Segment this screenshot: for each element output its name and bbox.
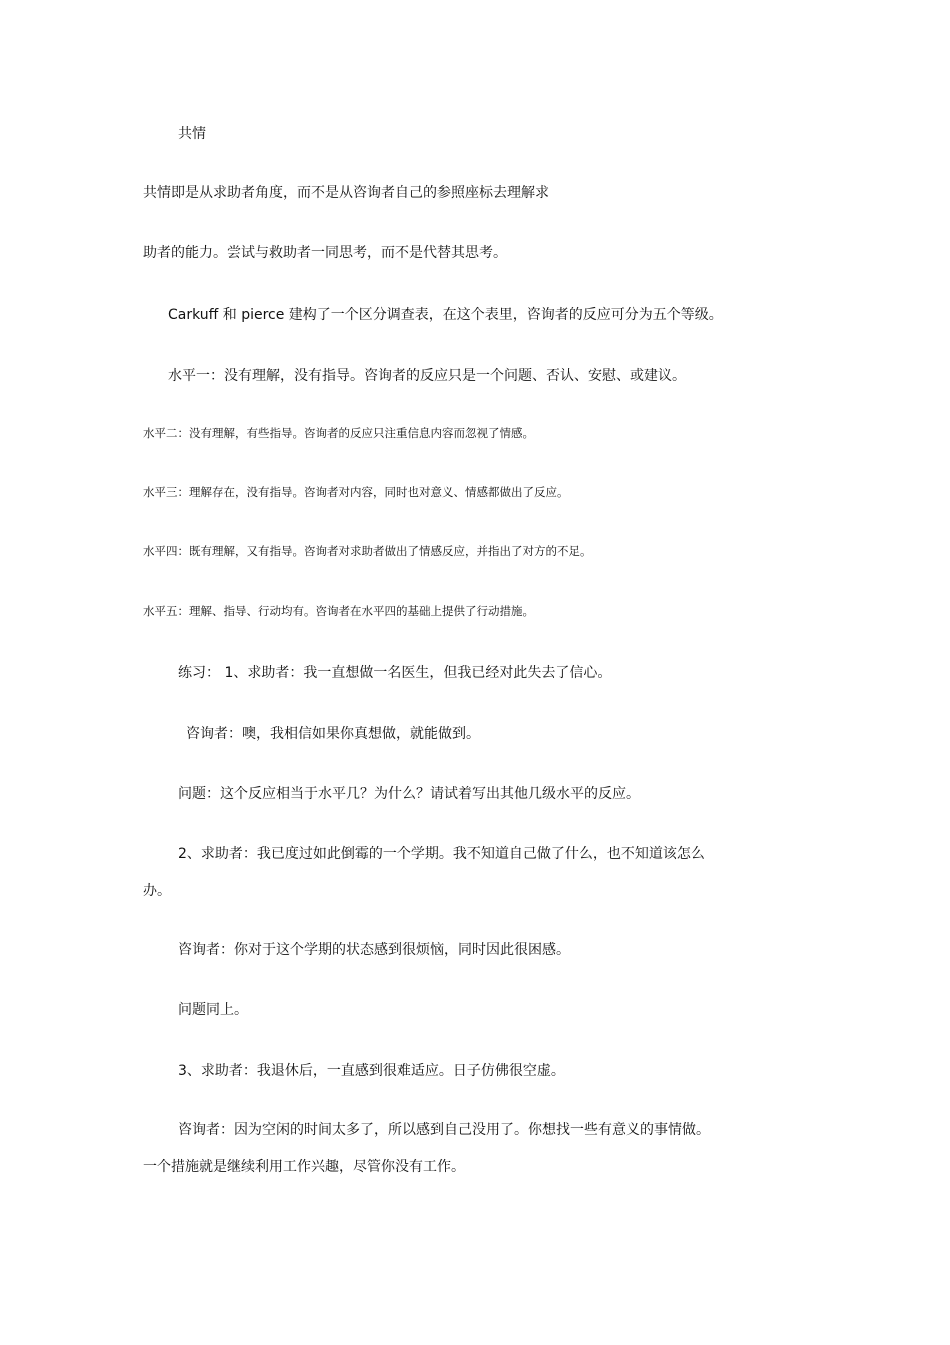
exercise-two-client-2: 办。 — [143, 883, 171, 899]
paragraph-carkuff-pierce: Carkuff 和 pierce 建构了一个区分调查表，在这个表里，咨询者的反应可分为五个等级。 — [168, 307, 723, 323]
paragraph-level-five: 水平五：理解、指导、行动均有。咨询者在水平四的基础上提供了行动措施。 — [143, 604, 534, 618]
exercise-one-client: 练习： 1、求助者：我一直想做一名医生，但我已经对此失去了信心。 — [178, 665, 612, 681]
paragraph-empathy-definition-2: 助者的能力。尝试与救助者一同思考，而不是代替其思考。 — [143, 245, 507, 261]
paragraph-level-three: 水平三：理解存在，没有指导。咨询者对内容，同时也对意义、情感都做出了反应。 — [143, 485, 569, 499]
exercise-one-question: 问题：这个反应相当于水平几？为什么？请试着写出其他几级水平的反应。 — [178, 786, 640, 802]
paragraph-level-two: 水平二：没有理解，有些指导。咨询者的反应只注重信息内容而忽视了情感。 — [143, 426, 534, 440]
document-title: 共情 — [178, 126, 206, 142]
exercise-two-client-1: 2、求助者：我已度过如此倒霉的一个学期。我不知道自己做了什么，也不知道该怎么 — [178, 846, 705, 862]
exercise-three-client: 3、求助者：我退休后，一直感到很难适应。日子仿佛很空虚。 — [178, 1063, 565, 1079]
exercise-one-counselor: 咨询者：噢，我相信如果你真想做，就能做到。 — [186, 726, 480, 742]
exercise-three-counselor-2: 一个措施就是继续利用工作兴趣，尽管你没有工作。 — [143, 1159, 465, 1175]
paragraph-level-four: 水平四：既有理解，又有指导。咨询者对求助者做出了情感反应，并指出了对方的不足。 — [143, 544, 592, 558]
paragraph-level-one: 水平一：没有理解，没有指导。咨询者的反应只是一个问题、否认、安慰、或建议。 — [168, 368, 686, 384]
exercise-three-counselor-1: 咨询者：因为空闲的时间太多了，所以感到自己没用了。你想找一些有意义的事情做。 — [178, 1122, 710, 1138]
exercise-two-question: 问题同上。 — [178, 1002, 248, 1018]
exercise-two-counselor: 咨询者：你对于这个学期的状态感到很烦恼，同时因此很困感。 — [178, 942, 570, 958]
paragraph-empathy-definition-1: 共情即是从求助者角度，而不是从咨询者自己的参照座标去理解求 — [143, 185, 549, 201]
